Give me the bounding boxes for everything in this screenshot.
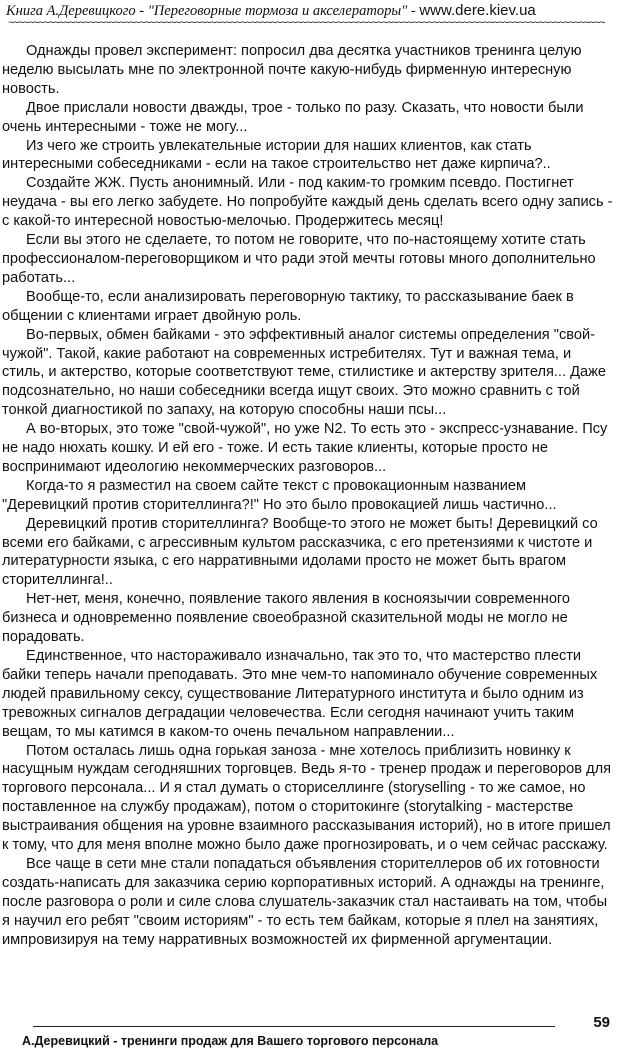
paragraph: Потом осталась лишь одна горькая заноза - мне хотелось приблизить новинку к насущным нуждам сегодняшних торговцев. Ведь я-то - тренер продаж и переговоров для торгового персонала... И я стал думать о сториселлинге (storyselling - то же самое, но поставленное на службу продажам), потом о сторитокинге (storytalking - мастерстве выстраивания общения на уровне взаимного рассказывания историй), но в итоге пришел к тому, что для меня вполне можно было даже прогнозировать, и о чем сейчас расскажу. [2,742,612,854]
paragraph: Когда-то я разместил на своем сайте текст с провокационным названием "Деревицкий против сторителлинга?!" Но это было провокацией лишь частично... [2,477,557,513]
paragraph: Деревицкий против сторителлинга? Вообще-то этого не может быть! Деревицкий со всеми его байками, с агрессивным культом рассказчика, с его претензиями к чистоте и литературности языка, с его нарративными идолами просто не может быть врагом сторителлинга!.. [2,515,598,589]
paragraph: Нет-нет, меня, конечно, появление такого явления в косноязычии современного бизнеса и одновременно появление своеобразной сказительной моды не могло не порадовать. [2,591,571,646]
header-url[interactable]: www.dere.kiev.ua [419,2,536,19]
paragraph: Однажды провел эксперимент: попросил два десятка участников тренинга целую неделю высылать мне по электронной почте какую-нибудь фирменную интересную новость. [2,43,582,97]
header-tilde-rule: ~~~~~~~~~~~~~~~~~~~~~~~~~~~~~~~~~~~~~~~~~~~~~~~~~~~~~~~~~~~~~~~~~~~~~~~~~~~~~~~~~~~~~~~~~~~~~~~~~~~~~~~~~~~~~~~~~~~~~~ [8,18,605,30]
paragraph: Если вы этого не сделаете, то потом не говорите, что по-настоящему хотите стать профессионалом-переговорщиком и что ради этой мечты готовы много дополнительно работать... [2,232,596,286]
page-body [2,42,616,950]
paragraph: Двое прислали новости дважды, трое - только по разу. Сказать, что новости были очень интересными - тоже не могу... [2,99,584,135]
footer-rule [33,1026,555,1027]
header-title: Книга А.Деревицкого - "Переговорные тормоза и акселераторы" - [6,3,420,19]
page-number: 59 [593,1014,610,1031]
footer-text: А.Деревицкий - тренинги продаж для Вашего торгового персонала [22,1034,439,1048]
paragraph: А во-вторых, это тоже "свой-чужой", но уже N2. То есть это - экспресс-узнавание. Псу не надо нюхать кошку. И ей его - тоже. И есть такие клиенты, которые просто не воспринимают идеологию некоммерческих разговоров... [2,421,608,475]
paragraph: Во-первых, обмен байками - это эффективный аналог системы определения "свой-чужой". Такой, какие работают на современных истребителях. Тут и важная тема, и стиль, и актерство, которые соответствуют теме, стилистике и актерству зрителя... Даже подсознательно, но наши собеседники всегда ищут своих. Это можно сравнить с той тонкой диагностикой по запаху, на которую способны наши псы... [2,326,606,419]
paragraph: Создайте ЖЖ. Пусть анонимный. Или - под каким-то громким псевдо. Постигнет неудача - вы его легко забудете. Но попробуйте каждый день сделать всего одну запись - с какой-то интересной новостью-мелочью. Продержитесь месяц! [2,175,613,230]
paragraph: Вообще-то, если анализировать переговорную тактику, то рассказывание баек в общении с клиентами играет двойную роль. [2,288,574,324]
paragraph: Все чаще в сети мне стали попадаться объявления сторителлеров об их готовности создать-написать для заказчика серию корпоративных историй. А однажды на тренинге, после разговора о роли и силе слова слушатель-заказчик стал настаивать на том, чтобы я научил его ребят "своим историям" - то есть тем байкам, которые я плел на занятиях, импровизируя на тему нарративных возможностей их фирменной аргументации. [2,855,608,948]
paragraph: Единственное, что настораживало изначально, так это то, что мастерство плести байки теперь начали преподавать. Это мне чем-то напоминало обучение современных людей правильному сексу, существование Литературного института и было одним из тревожных сигналов деградации человечества. Если сегодня начинают учить таким вещам, то мы катимся в каком-то очень печальном направлении... [2,648,598,740]
paragraph: Из чего же строить увлекательные истории для наших клиентов, как стать интересными собеседниками - если на такое строительство нет даже кирпича?.. [2,137,551,173]
